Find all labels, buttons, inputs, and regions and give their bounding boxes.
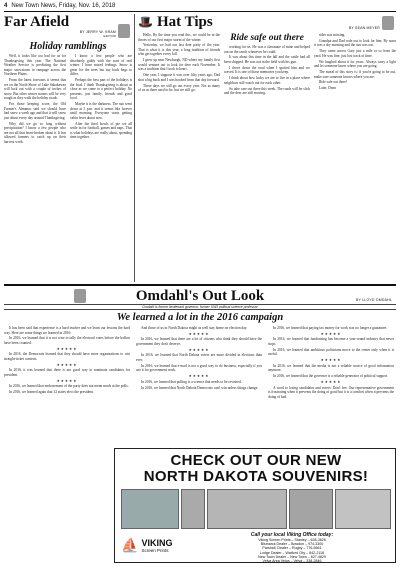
author-photo	[382, 16, 394, 30]
paragraph: Yesterday, we had our last deer party of the year. That is what it is this year, a long tradition of friends who get together every fall.	[138, 43, 220, 57]
star-separator: ★★★★★	[188, 374, 210, 379]
omdahl-byline: BY LLOYD OMDAHL	[355, 298, 392, 302]
star-separator: ★★★★★	[188, 347, 210, 352]
merchandise-photo	[181, 489, 205, 529]
ad-phone: New Town Dealer – New Town – 627-4829	[258, 554, 326, 559]
paragraph: These days we still go out every year. Not as many of us as there used to be, but we still go.	[138, 83, 220, 93]
paragraph: A word to losing candidates and voters: Don't fret. Our representative government is frustrating when it prevents the doing of good but it is a comfort when it prevents the doing of bad.	[268, 385, 394, 399]
author-photo	[118, 24, 130, 38]
omdahl-column	[4, 288, 396, 444]
paragraph: After the final bowls of pie we all settle in for football, games and naps. That is what holidays are really about, spending time together.	[70, 121, 132, 140]
paragraph: They came across Gary just a mile or so from the yard. He was fine, just lost track of time.	[314, 49, 396, 58]
paragraph: For those keeping score, the Old Farmer's Almanac said we should have had snow a week ago and that it will snow just about every day around Thanksgiving.	[4, 102, 66, 120]
publication-line: New Town News, Friday, Nov. 16, 2018	[11, 3, 116, 9]
author-photo	[74, 289, 86, 303]
star-separator: ★★★★★	[56, 346, 78, 351]
section-rule	[4, 284, 396, 286]
paragraph: In 2016, we learned that North Dakota voters are more divided in elections than ever.	[136, 353, 262, 362]
far-afield-body	[4, 54, 132, 280]
omdahl-col-3	[268, 326, 394, 444]
paragraph: In 2016, we learned that the governor is a reliable generator of political support.	[273, 374, 389, 379]
paragraph: I drove down the road when I spotted him and we waved. It is one of those memories you keep.	[224, 65, 310, 75]
ad-phone: Velva Area Velva – Velva – 338-2846	[262, 559, 322, 564]
star-separator: ★★★★★	[56, 362, 78, 367]
paragraph: Hello, By the time you read this, we could be in the throes of our first major storm of the winter.	[138, 33, 220, 42]
ad-phone: Bismarck Dealer – Bowdon – 974-3300	[260, 542, 324, 547]
hat-tips-col-2	[224, 45, 310, 96]
paragraph: In 2016, we learned that there are a lot of citizens who think they should have the government they don't deserve.	[136, 337, 262, 346]
hat-tips-col-1	[138, 33, 220, 273]
paragraph: Well, it looks like too bad for us for Thanksgiving this year. The National Weather Service is predicting the first major snowstorm to rampage across the Northern Plains.	[4, 54, 66, 77]
column-divider	[134, 14, 135, 282]
logo-subtitle: Screen Prints	[141, 548, 169, 553]
ad-contact-block	[193, 532, 391, 563]
ad-phone: Parshall, Dealer – Rugby – 776-5661	[262, 546, 322, 551]
hat-tips-headline: Ride safe out there	[230, 33, 304, 43]
paragraph: Ride safe out there!	[319, 80, 348, 85]
omdahl-col-1	[4, 326, 130, 444]
ad-phone: Lodge Dealer – Watford City – 842-2118	[259, 550, 325, 555]
merchandise-photo	[207, 489, 287, 529]
hat-icon: 🎩	[138, 14, 153, 29]
hat-tips-byline: BY SEAN MEYER	[348, 26, 380, 30]
paragraph: In 2016, we learned that endorsement of the party does not mean much at the polls.	[9, 384, 129, 389]
paragraph: I think about how lucky we are to live in a place where neighbors still watch out for each other.	[224, 76, 310, 85]
ad-headline-1: CHECK OUT OUR NEW	[170, 452, 342, 469]
paragraph: In 2016, we learned that paying tax money for work was no longer a guarantee.	[273, 326, 388, 330]
top-rule	[4, 11, 396, 12]
paragraph: In 2016, we learned that it is not wise to tally the electoral votes before the ballots have been counted.	[4, 336, 130, 345]
viking-logo	[121, 533, 187, 559]
logo-name: VIKING	[141, 538, 173, 548]
paragraph: We laughed about it for years. Always carry a light and let someone know where you are going.	[314, 59, 396, 69]
star-separator: ★★★★★	[320, 379, 342, 384]
viking-ship-icon: ⛵	[121, 538, 139, 554]
paragraph: In 2016, we learned that fundraising has become a year-round industry that never stops.	[268, 337, 394, 346]
paragraph: In 2016, we learned that polling is a science that needs to be revisited.	[141, 379, 242, 384]
paragraph: So take care out there this week. The roads will be slick and the deer are still moving.	[224, 86, 310, 96]
merchandise-photo	[289, 489, 333, 529]
paragraph: Why did we go so long without precipitation? I know a few people who are not all that heart-broken about it. It has allowed farmers to catch up on their harvest work.	[4, 121, 66, 144]
paragraph: It was about this time in the fall and the cattle had all been shipped. He was out in the field with his gun.	[224, 55, 310, 64]
page-number: 4	[4, 3, 8, 9]
far-afield-byline: BY JERRY W. KRAM	[79, 30, 116, 34]
star-separator: ★★★★★	[320, 358, 342, 363]
paragraph: I know a few people who are absolutely giddy with the start of real winter. I have mixed feelings. Snow is great for the trees but my back begs to differ.	[70, 54, 132, 77]
omdahl-headline: We learned a lot in the 2016 campaign	[116, 312, 284, 323]
paragraph: One year, I suppose it was over fifty years ago, Dad shot a big buck and I was hooked from that day forward.	[138, 73, 220, 82]
paragraph: Perhaps the best part of the holidays is the food. I think Thanksgiving is about as close as we come to a perfect holiday. No presents, just family, friends and good food.	[70, 78, 132, 101]
ad-headline-2: NORTH DAKOTA SOUVENIRS!	[143, 468, 369, 485]
far-afield-title: Far Afield	[4, 14, 70, 30]
omdahl-title: Omdahl's Out Look	[135, 288, 265, 304]
paragraph: In 2016, we learned that e-mail is not a good way to do business, especially if you use it for government work.	[136, 363, 262, 373]
star-separator: ★★★★★	[56, 378, 78, 383]
paragraph: From the latest forecasts it seems that we on the North Shore of Lake Sakakawea will luck out with a couple of inches of snow. But other winter storms will be very rough as they walk the holiday roads.	[4, 78, 66, 101]
far-afield-headline: Holiday ramblings	[29, 41, 107, 52]
star-separator: ★★★★★	[320, 331, 342, 336]
paragraph: Grandpa and Dad rode out to look for him. By noon it was a dry morning and the sun was out.	[314, 38, 396, 48]
hat-tips-col-3	[314, 33, 396, 273]
souvenir-advertisement	[114, 448, 396, 563]
paragraph: In 2016, we learned that the media is not a reliable source of good information anymore.	[268, 363, 394, 373]
paragraph: In 2016, we learned again that 12 states elect the president.	[9, 390, 94, 395]
paragraph: Maybe it is the darkness. The sun went down at 5 p.m. and it seems like forever until morning. Everyone starts getting cabin fever about now.	[70, 102, 132, 120]
paragraph: working for us. He was a classmate of mine and helped out on the ranch whenever he could.	[224, 45, 310, 54]
omdahl-tagline: Omdahl is former lieutenant governor, former UND political science professor	[4, 304, 396, 310]
paragraph: In 2016, it was learned that there is not good way to nominate candidates for president.	[4, 368, 130, 377]
far-afield-role: EDITOR	[103, 34, 116, 38]
paragraph: The moral of this story is: if you're going to be out, make sure someone knows where you are.	[314, 70, 396, 79]
ad-phone: Viking Screen Prints – Stanley – 628-3826	[258, 538, 326, 542]
ad-call-line: Call your local Viking Office today:	[250, 532, 334, 538]
paragraph: It has been said that experience is a hard teacher and we learn our lessons the hard way. Here are some things we learned in 2016:	[4, 326, 130, 335]
paragraph: Later, Dean	[319, 86, 336, 91]
omdahl-col-2	[136, 326, 262, 444]
merchandise-photo	[335, 489, 391, 529]
paragraph: In 2016, we learned that ambitious politicians move to the center only when it is useful.	[268, 347, 394, 357]
paragraph: And those of us in North Dakota might as well stay home on election day.	[141, 326, 248, 330]
hat-tips-column	[138, 14, 396, 282]
far-afield-column	[4, 14, 132, 282]
paragraph: In 2016, we learned that North Dakota Democrats can't win unless things change.	[141, 385, 259, 390]
star-separator: ★★★★★	[188, 331, 210, 336]
paragraph: In 2016, the Democrats learned that they should have more organizations to win straight-ticket contests.	[4, 352, 130, 361]
paragraph: rider was missing.	[319, 33, 346, 37]
paragraph: I grew up near Newburgh, ND where my family first would venture out to look for deer each November. It was a tradition that I took to heart.	[138, 58, 220, 72]
merchandise-photo	[121, 489, 179, 529]
hat-tips-title: Hat Tips	[156, 14, 213, 30]
